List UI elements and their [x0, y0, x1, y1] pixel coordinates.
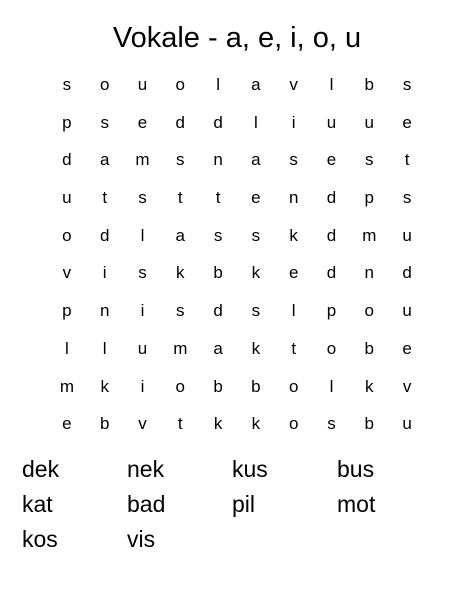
grid-letter: d — [213, 112, 223, 132]
grid-letter: s — [62, 75, 72, 94]
grid-letter: d — [402, 263, 412, 283]
grid-letter: v — [289, 75, 298, 94]
grid-letter: a — [99, 150, 110, 170]
word-list-row — [22, 452, 462, 487]
word-item: bus — [337, 456, 375, 482]
grid-letter: o — [288, 376, 299, 396]
grid-letter: v — [138, 414, 147, 434]
grid-letter: e — [288, 263, 299, 283]
grid-letter: t — [102, 188, 108, 208]
grid-letter: s — [176, 150, 185, 170]
grid-letter: a — [213, 338, 223, 358]
grid-letter: k — [251, 414, 261, 434]
word-list-row — [22, 487, 462, 522]
grid-letter: l — [140, 225, 145, 245]
grid-letter: a — [251, 75, 261, 94]
grid-letter: k — [251, 338, 261, 358]
grid-letter: u — [364, 112, 374, 132]
grid-row — [48, 141, 426, 179]
grid-row — [48, 104, 426, 142]
grid-letter: n — [288, 188, 299, 208]
grid-letter: b — [251, 376, 261, 396]
grid-letter: b — [213, 376, 223, 396]
grid-letter: u — [137, 338, 148, 358]
word-item: kat — [22, 491, 53, 517]
grid-row — [48, 292, 426, 330]
grid-letter: s — [402, 188, 412, 208]
grid-letter: d — [175, 112, 186, 132]
grid-letter: i — [102, 263, 107, 283]
grid-letter: u — [137, 75, 148, 94]
word-list — [22, 452, 462, 557]
grid-letter: p — [62, 301, 72, 321]
grid-letter: m — [135, 150, 150, 170]
grid-letter: e — [137, 112, 148, 132]
grid-letter: o — [326, 338, 337, 358]
grid-letter: b — [213, 263, 223, 283]
grid-letter: k — [365, 376, 374, 396]
grid-letter: p — [62, 112, 72, 132]
grid-letter: s — [138, 263, 147, 283]
grid-letter: s — [251, 225, 261, 245]
grid-letter: s — [402, 75, 412, 94]
grid-letter: m — [173, 338, 188, 358]
grid-row — [48, 179, 426, 217]
word-item: dek — [22, 456, 60, 482]
grid-letter: l — [291, 301, 296, 321]
grid-letter: e — [402, 112, 412, 132]
grid-letter: v — [402, 376, 412, 396]
word-item: vis — [127, 526, 156, 552]
grid-row — [48, 66, 426, 104]
grid-letter: t — [291, 338, 297, 358]
grid-letter: i — [291, 112, 296, 132]
word-list-row — [22, 522, 462, 557]
grid-letter: u — [62, 188, 72, 208]
letter-grid — [48, 66, 426, 443]
word-item: bad — [127, 491, 166, 517]
grid-letter: s — [289, 150, 298, 170]
grid-letter: o — [364, 301, 374, 321]
grid-letter: p — [364, 188, 374, 208]
grid-letter: o — [175, 376, 186, 396]
grid-letter: d — [326, 188, 337, 208]
grid-letter: u — [402, 225, 412, 245]
grid-letter: i — [140, 301, 145, 321]
grid-letter: u — [402, 301, 412, 321]
grid-letter: s — [251, 301, 261, 321]
grid-letter: o — [62, 225, 72, 245]
grid-letter: d — [326, 225, 337, 245]
grid-letter: v — [62, 263, 72, 283]
grid-letter: b — [99, 414, 110, 434]
word-item: nek — [127, 456, 165, 482]
grid-row — [48, 254, 426, 292]
grid-letter: d — [62, 150, 72, 170]
grid-letter: l — [329, 376, 334, 396]
grid-letter: s — [327, 414, 336, 434]
grid-letter: e — [326, 150, 337, 170]
grid-letter: t — [404, 150, 410, 170]
grid-letter: i — [140, 376, 145, 396]
grid-letter: k — [251, 263, 261, 283]
grid-letter: k — [213, 414, 223, 434]
grid-row — [48, 217, 426, 255]
grid-row — [48, 405, 426, 443]
grid-letter: e — [402, 338, 412, 358]
grid-letter: d — [99, 225, 110, 245]
grid-letter: a — [251, 150, 261, 170]
word-item: kus — [232, 456, 268, 482]
grid-letter: l — [216, 75, 220, 94]
word-item: kos — [22, 526, 58, 552]
word-item: pil — [232, 491, 256, 517]
grid-letter: n — [99, 301, 110, 321]
grid-letter: e — [62, 414, 72, 434]
grid-letter: k — [176, 263, 185, 283]
grid-letter: l — [253, 112, 258, 132]
grid-letter: u — [402, 414, 412, 434]
grid-letter: o — [288, 414, 299, 434]
grid-letter: b — [364, 75, 374, 94]
grid-letter: s — [100, 112, 109, 132]
grid-letter: l — [102, 338, 107, 358]
grid-letter: s — [138, 188, 147, 208]
grid-letter: o — [99, 75, 110, 94]
grid-letter: p — [326, 301, 337, 321]
grid-letter: b — [364, 414, 374, 434]
grid-letter: l — [329, 75, 334, 94]
grid-letter: s — [365, 150, 374, 170]
grid-letter: m — [362, 225, 377, 245]
grid-letter: t — [215, 188, 221, 208]
grid-letter: l — [65, 338, 69, 358]
grid-letter: k — [100, 376, 109, 396]
grid-letter: d — [326, 263, 337, 283]
grid-letter: d — [213, 301, 223, 321]
grid-letter: o — [175, 75, 186, 94]
grid-letter: e — [251, 188, 261, 208]
word-item: mot — [337, 491, 376, 517]
grid-letter: a — [175, 225, 186, 245]
grid-letter: b — [364, 338, 374, 358]
grid-row — [48, 330, 426, 368]
grid-row — [48, 368, 426, 406]
grid-letter: n — [213, 150, 223, 170]
grid-letter: k — [289, 225, 298, 245]
grid-letter: n — [364, 263, 374, 283]
grid-letter: m — [59, 376, 74, 396]
grid-letter: t — [177, 414, 183, 434]
grid-letter: s — [176, 301, 185, 321]
grid-letter: u — [326, 112, 337, 132]
worksheet-title: Vokale - a, e, i, o, u — [112, 22, 362, 54]
grid-letter: s — [213, 225, 223, 245]
grid-letter: t — [177, 188, 183, 208]
